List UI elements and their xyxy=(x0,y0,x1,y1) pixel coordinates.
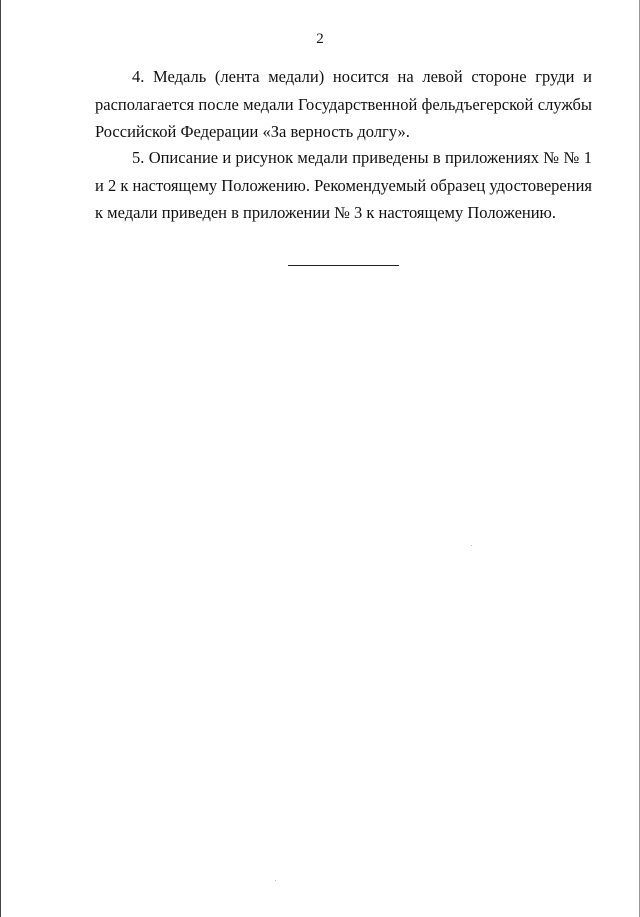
paragraph-5: 5. Описание и рисунок медали приведены в приложениях № № 1 и 2 к настоящему Положению. Рекомендуемый образец удостоверения к медали приведен в приложении № 3 к настоящему Положению. xyxy=(95,148,592,222)
scan-speck xyxy=(471,545,472,546)
paragraph-4: 4. Медаль (лента медали) носится на левой стороне груди и располагается после медали Государственной фельдъегерской службы Российской Федерации «За верность долгу». xyxy=(95,67,592,141)
scan-speck xyxy=(275,880,276,881)
page-number: 2 xyxy=(316,31,324,47)
closing-separator-line xyxy=(288,265,399,266)
